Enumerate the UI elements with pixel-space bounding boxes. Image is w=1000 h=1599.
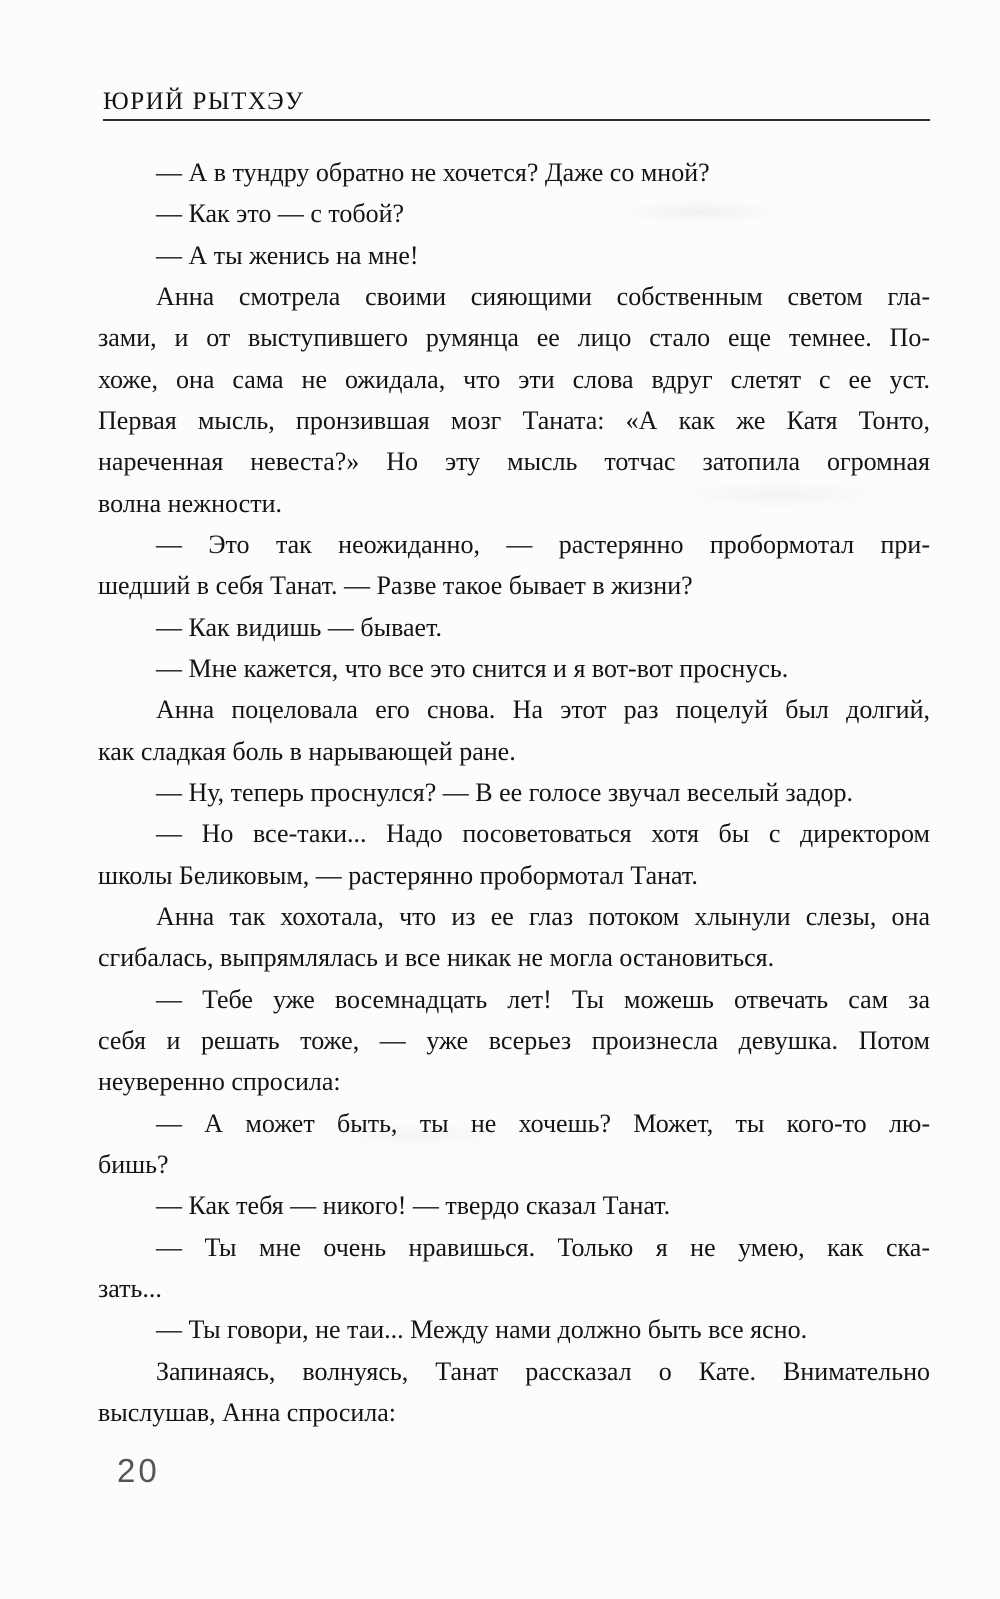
- text-line: — Это так неожиданно, — растерянно пробормотал при-: [156, 529, 930, 559]
- text-line: Анна смотрела своими сияющими собственным светом гла-: [156, 281, 930, 311]
- paragraph: [98, 813, 930, 896]
- text-line: — Ну, теперь проснулся? — В ее голосе звучал веселый задор.: [156, 777, 853, 807]
- text-line: бишь?: [98, 1149, 169, 1179]
- text-line: — Как видишь — бывает.: [156, 612, 442, 642]
- text-line: — Тебе уже восемнадцать лет! Ты можешь отвечать сам за: [156, 984, 930, 1014]
- text-line: неуверенно спросила:: [98, 1067, 341, 1097]
- text-line: шедший в себя Танат. — Разве такое бывает в жизни?: [98, 571, 693, 601]
- text-line: зами, и от выступившего румянца ее лицо стало еще темнее. По-: [98, 323, 930, 353]
- text-line: волна нежности.: [98, 488, 282, 518]
- text-line: Анна поцеловала его снова. На этот раз поцелуй был долгий,: [156, 695, 930, 725]
- paragraph: [98, 152, 930, 193]
- text-line: — Ты мне очень нравишься. Только я не умею, как ска-: [156, 1232, 930, 1262]
- text-line: — А ты женись на мне!: [156, 240, 419, 270]
- paragraph: [98, 689, 930, 772]
- text-line: — Ты говори, не таи... Между нами должно быть все ясно.: [156, 1315, 808, 1345]
- text-line: выслушав, Анна спросила:: [98, 1397, 397, 1427]
- paragraph: [98, 979, 930, 1103]
- text-line: как сладкая боль в нарывающей ране.: [98, 736, 516, 766]
- paragraph: [98, 1309, 930, 1350]
- paragraph: [98, 524, 930, 607]
- text-line: хоже, она сама не ожидала, что эти слова вдруг слетят с ее уст.: [98, 364, 930, 394]
- paragraph: [98, 276, 930, 524]
- text-line: — Но все-таки... Надо посоветоваться хотя бы с директором: [156, 819, 930, 849]
- paragraph: [98, 772, 930, 813]
- text-line: — А может быть, ты не хочешь? Может, ты кого-то лю-: [156, 1108, 930, 1138]
- paragraph: [98, 1103, 930, 1186]
- text-line: зать...: [98, 1273, 162, 1303]
- text-line: — Мне кажется, что все это снится и я вот-вот проснусь.: [156, 653, 789, 683]
- page-text: [98, 152, 930, 1433]
- running-header-author: ЮРИЙ РЫТХЭУ: [103, 88, 305, 115]
- paragraph: [98, 896, 930, 979]
- text-line: себя и решать тоже, — уже всерьез произнесла девушка. Потом: [98, 1025, 930, 1055]
- text-line: Первая мысль, пронзившая мозг Таната: «А как же Катя Тонто,: [98, 405, 930, 435]
- paragraph: [98, 648, 930, 689]
- page-number: 20: [117, 1452, 160, 1489]
- text-line: Запинаясь, волнуясь, Танат рассказал о Кате. Внимательно: [156, 1356, 930, 1386]
- text-line: Анна так хохотала, что из ее глаз потоком хлынули слезы, она: [156, 901, 930, 931]
- paragraph: [98, 1227, 930, 1310]
- paragraph: [98, 193, 930, 234]
- text-line: сгибалась, выпрямлялась и все никак не могла остановиться.: [98, 943, 775, 973]
- paragraph: [98, 235, 930, 276]
- text-line: школы Беликовым, — растерянно пробормотал Танат.: [98, 860, 698, 890]
- paragraph: [98, 607, 930, 648]
- text-line: — Как тебя — никого! — твердо сказал Танат.: [156, 1191, 671, 1221]
- text-line: — А в тундру обратно не хочется? Даже со мной?: [156, 158, 710, 187]
- paragraph: [98, 1351, 930, 1434]
- header-rule: [103, 119, 930, 121]
- paragraph: [98, 1185, 930, 1226]
- text-line: — Как это — с тобой?: [156, 199, 405, 229]
- text-line: нареченная невеста?» Но эту мысль тотчас затопила огромная: [98, 447, 930, 477]
